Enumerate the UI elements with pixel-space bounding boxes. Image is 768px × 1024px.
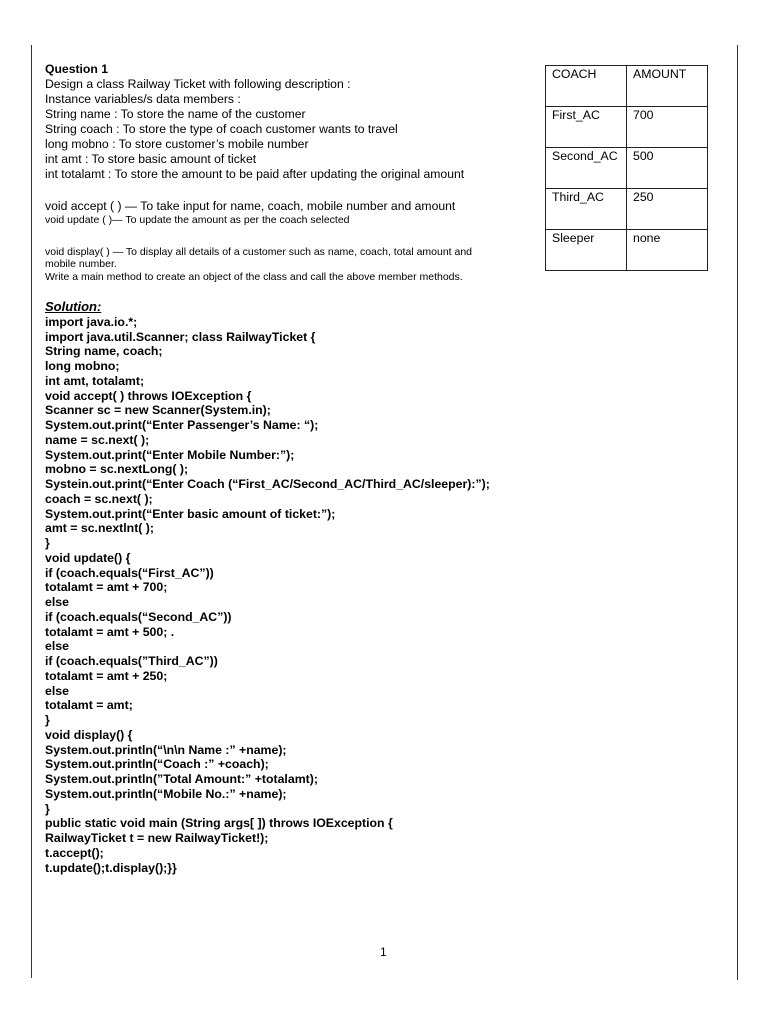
code-line: void display() {	[45, 727, 133, 742]
table-row	[546, 189, 708, 230]
code-line: }	[45, 536, 50, 550]
table-row	[546, 230, 708, 271]
solution-block	[45, 300, 605, 875]
code-line: System.out.print(“Enter Mobile Number:”);	[45, 447, 295, 462]
question-line: Design a class Railway Ticket with following description :	[45, 77, 351, 91]
code-line: System.out.print(“Enter Passenger’s Name: “);	[45, 418, 319, 432]
code-line: totalamt = amt;	[45, 698, 133, 713]
solution-code	[45, 315, 605, 876]
table-cell: 500	[627, 148, 708, 189]
code-line: t.accept();	[45, 845, 104, 860]
code-line: System.out.println(“Mobile No.:” +name);	[45, 786, 287, 801]
table-cell: none	[627, 230, 708, 271]
display-method-description-cont: mobile number.	[45, 258, 117, 270]
code-line: import java.util.Scanner; class RailwayTicket {	[45, 329, 316, 344]
code-line: t.update();t.display();}}	[45, 860, 177, 875]
coach-fare-table	[545, 65, 708, 271]
table-row	[546, 107, 708, 148]
code-line: System.out.println(“Coach :” +coach);	[45, 757, 269, 772]
question-line: Instance variables/s data members :	[45, 92, 241, 106]
question-block	[45, 62, 525, 283]
code-line: Scanner sc = new Scanner(System.in);	[45, 403, 271, 418]
question-line: String coach : To store the type of coach customer wants to travel	[45, 122, 398, 136]
code-line: totalamt = amt + 700;	[45, 580, 168, 595]
table-row	[546, 148, 708, 189]
code-line: totalamt = amt + 500; .	[45, 624, 175, 639]
solution-heading: Solution:	[45, 299, 102, 314]
question-title: Question 1	[45, 62, 108, 76]
question-line: String name : To store the name of the customer	[45, 107, 306, 121]
table-cell: 700	[627, 107, 708, 148]
code-line: void accept( ) throws IOException {	[45, 388, 252, 403]
table-header-cell: AMOUNT	[627, 66, 708, 107]
table-cell: Third_AC	[546, 189, 627, 230]
code-line: else	[45, 683, 69, 698]
main-method-description: Write a main method to create an object of the class and call the above member methods.	[45, 270, 463, 283]
page-right-border	[737, 45, 738, 980]
code-line: amt = sc.nextlnt( );	[45, 521, 154, 536]
code-line: }	[45, 713, 50, 727]
display-method-description: void display( ) — To display all details of a customer such as name, coach, total amount and	[45, 245, 473, 258]
update-method-description: void update ( )— To update the amount as per the coach selected	[45, 214, 350, 226]
code-line: else	[45, 595, 69, 609]
code-line: long mobno;	[45, 359, 120, 373]
table-cell: First_AC	[546, 107, 627, 148]
code-line: RailwayTicket t = new RailwayTicket!);	[45, 831, 269, 845]
page-left-border	[31, 45, 32, 978]
code-line: int amt, totalamt;	[45, 373, 145, 388]
code-line: System.out.println(“\n\n Name :” +name);	[45, 742, 287, 757]
code-line: Systein.out.print(“Enter Coach (“First_AC/Second_AC/Third_AC/sleeper):”);	[45, 477, 490, 491]
code-line: System.out.println(”Total Amount:” +totalamt);	[45, 772, 318, 786]
table-cell: 250	[627, 189, 708, 230]
code-line: }	[45, 801, 50, 816]
table-cell: Sleeper	[546, 230, 627, 271]
code-line: if (coach.equals(“Second_AC”))	[45, 609, 232, 624]
code-line: totalamt = amt + 250;	[45, 668, 168, 683]
code-line: void update() {	[45, 550, 131, 565]
table-header-cell: COACH	[546, 66, 627, 107]
question-line: int totalamt : To store the amount to be paid after updating the original amount	[45, 167, 465, 181]
code-line: import java.io.*;	[45, 314, 138, 329]
code-line: System.out.print(“Enter basic amount of ticket:”);	[45, 506, 336, 521]
code-line: public static void main (String args[ ]) throws IOException {	[45, 816, 393, 831]
code-line: else	[45, 639, 69, 654]
code-line: coach = sc.next( );	[45, 491, 153, 506]
code-line: mobno = sc.nextLong( );	[45, 462, 189, 477]
page-number: 1	[380, 945, 387, 959]
code-line: if (coach.equals(”Third_AC”))	[45, 654, 218, 668]
table-header-row	[546, 66, 708, 107]
code-line: if (coach.equals(“First_AC”))	[45, 565, 214, 580]
code-line: name = sc.next( );	[45, 432, 150, 447]
table-cell: Second_AC	[546, 148, 627, 189]
accept-method-description: void accept ( ) — To take input for name, coach, mobile number and amount	[45, 199, 456, 213]
question-line: int amt : To store basic amount of ticket	[45, 152, 257, 166]
question-line: long mobno : To store customer’s mobile number	[45, 137, 309, 151]
code-line: String name, coach;	[45, 344, 163, 359]
